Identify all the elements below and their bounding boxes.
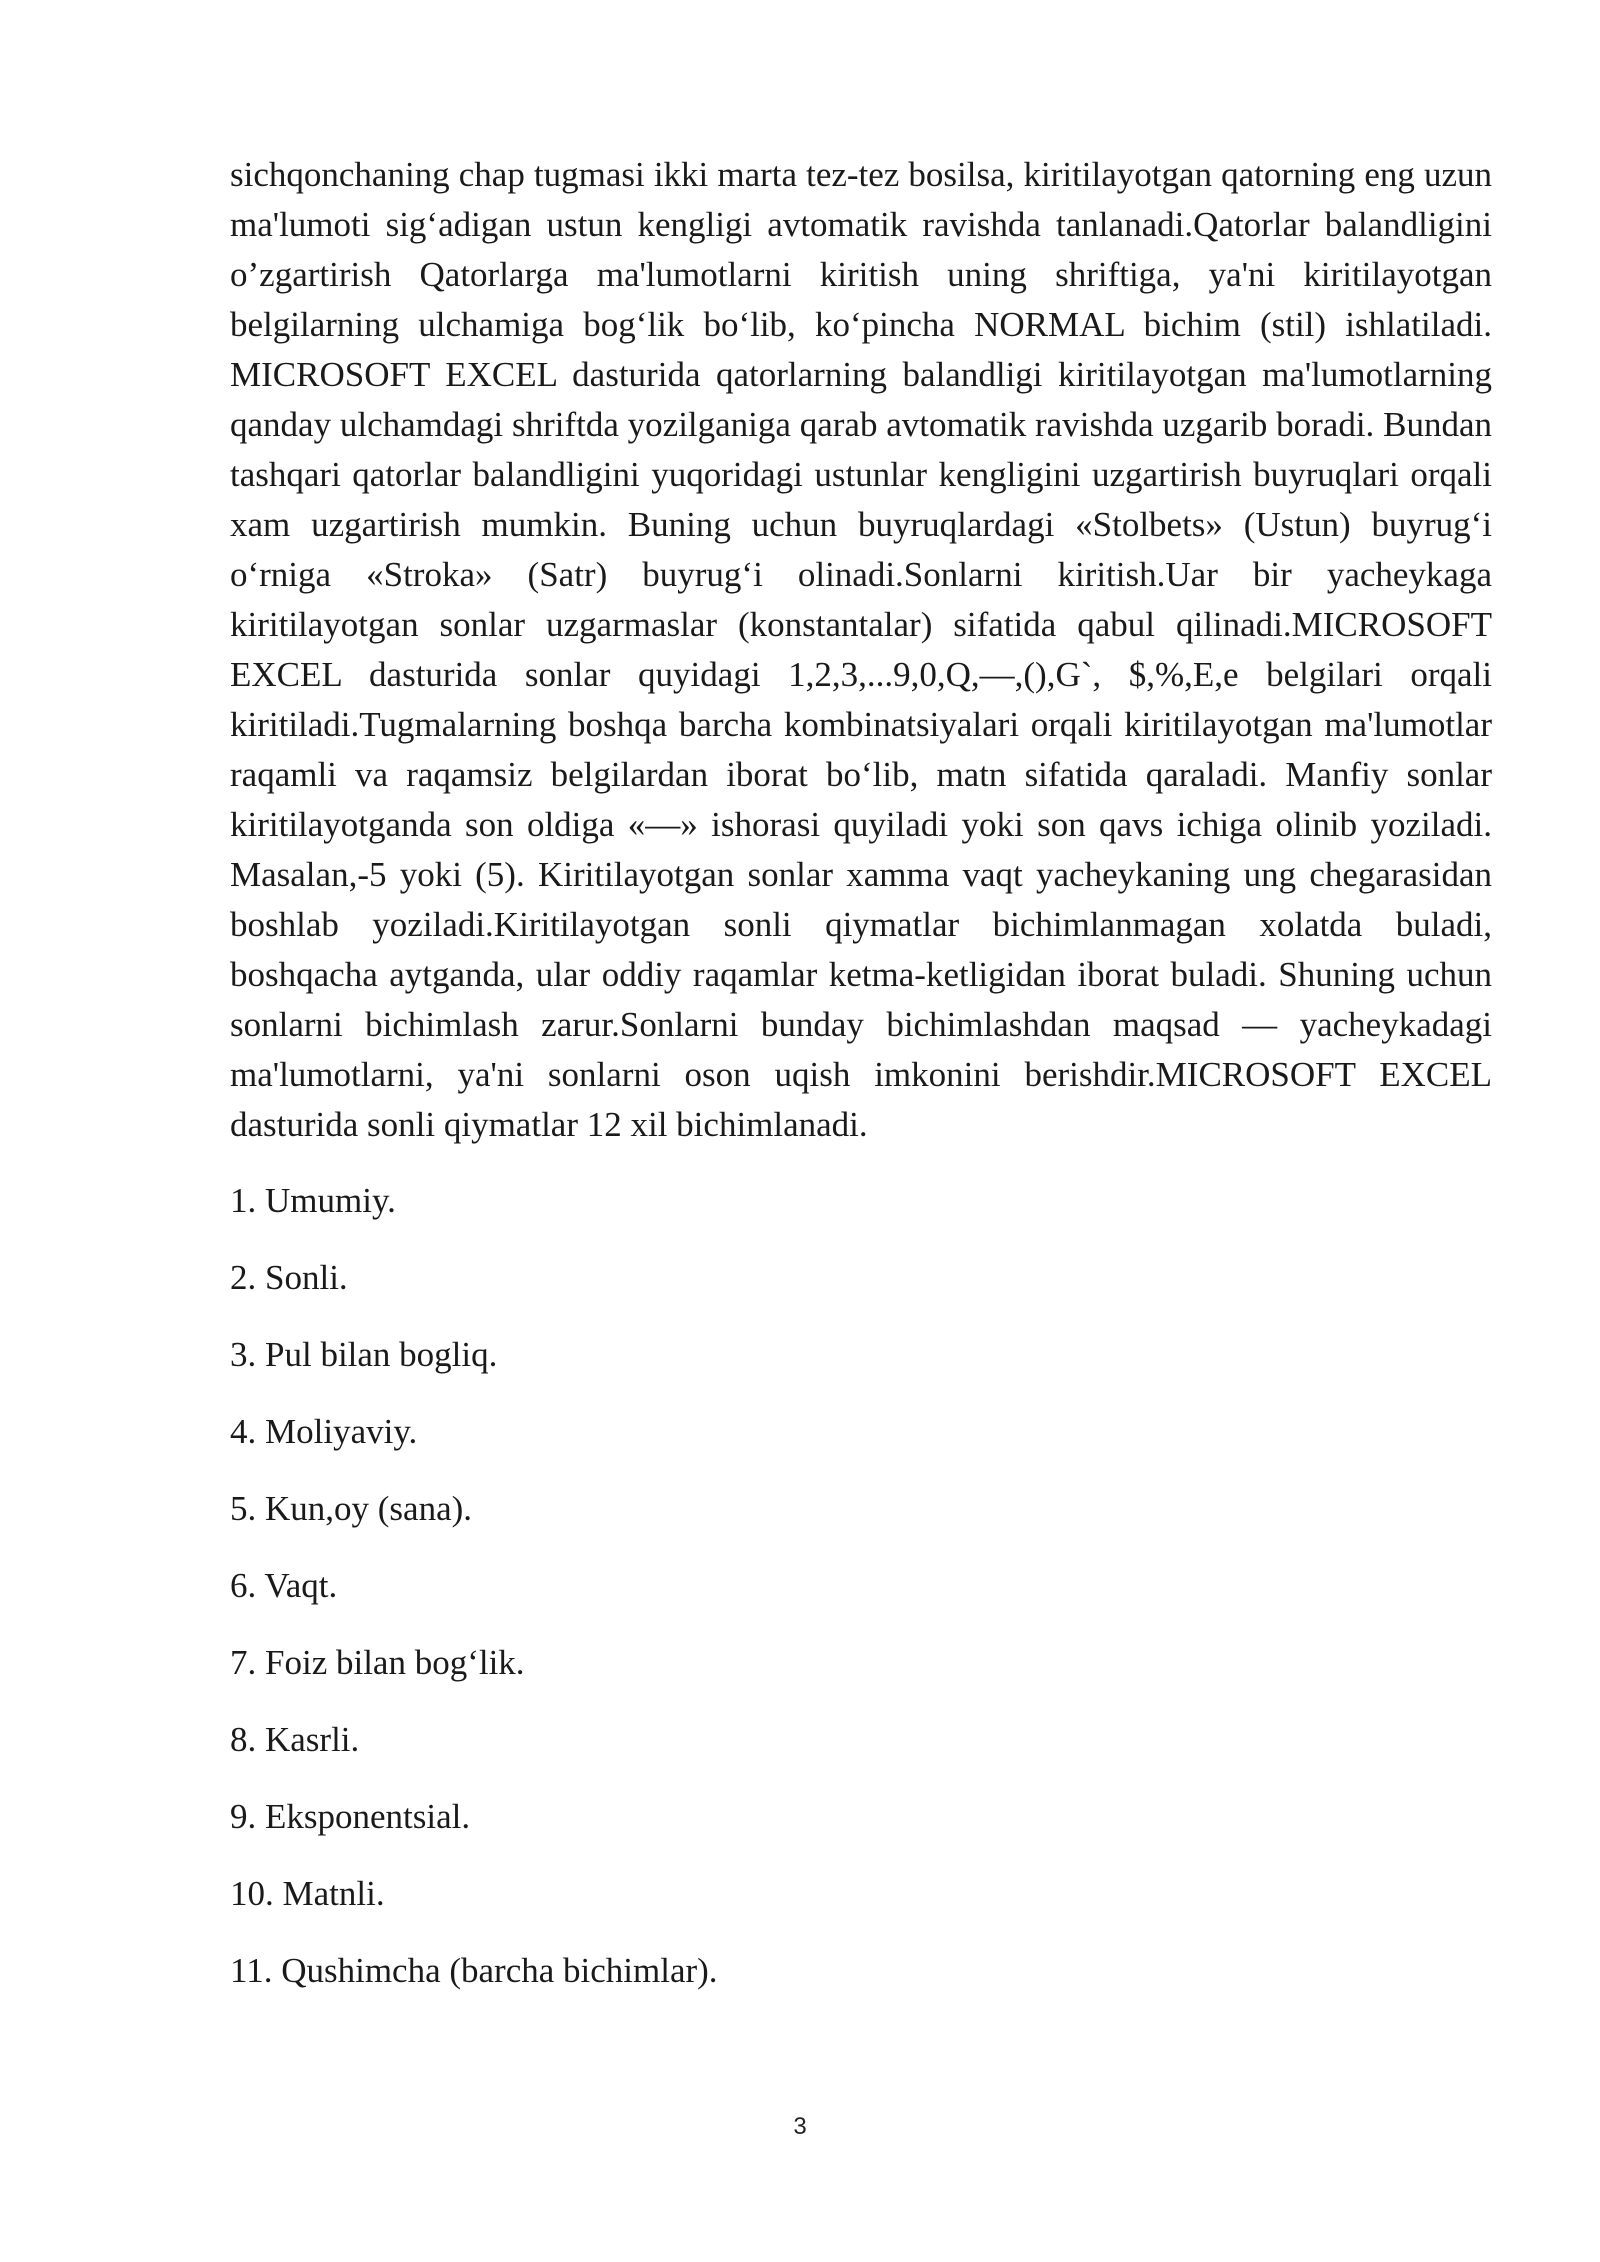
list-item: 8. Kasrli. [230, 1720, 360, 1759]
document-page [230, 150, 1492, 2023]
list-item: 3. Pul bilan bogliq. [230, 1335, 498, 1374]
list-item: 1. Umumiy. [230, 1181, 396, 1220]
page-number: 3 [793, 2113, 807, 2140]
list-item: 5. Kun,oy (sana). [230, 1489, 473, 1528]
list-item: 11. Qushimcha (barcha bichimlar). [230, 1951, 718, 1990]
body-paragraph: sichqonchaning chap tugmasi ikki marta tez-tez bosilsa, kiritilayotgan qatorning eng uzun ma'lumoti sig‘adigan ustun kengligi avtomatik ravishda tanlanadi.Qatorlar balandligini o’zgartirish Qatorlarga ma'lumotlarni kiritish uning shriftiga, ya'ni kiritilayotgan belgilarning ulchamiga bog‘lik bo‘lib, ko‘pincha NORMAL bichim (stil) ishlatiladi. MICROSOFT EXCEL dasturida qatorlarning balandligi kiritilayotgan ma'lumotlarning qanday ulchamdagi shriftda yozilganiga qarab avtomatik ravishda uzgarib boradi. Bundan tashqari qatorlar balandligini yuqoridagi ustunlar kengligini uzgartirish buyruqlari orqali xam uzgartirish mumkin. Buning uchun buyruqlardagi «Stolbets» (Ustun) buyrug‘i o‘rniga «Stroka» (Satr) buyrug‘i olinadi.Sonlarni kiritish.Uar bir yacheykaga kiritilayotgan sonlar uzgarmaslar (konstantalar) sifatida qabul qilinadi.MICROSOFT EXCEL dasturida sonlar quyidagi 1,2,3,...9,0,Q,—,(),G`, $,%,E,e belgilari orqali kiritiladi.Tugmalarning boshqa barcha kombinatsiyalari orqali kiritilayotgan ma'lumotlar raqamli va raqamsiz belgilardan iborat bo‘lib, matn sifatida qaraladi. Manfiy sonlar kiritilayotganda son oldiga «—» ishorasi quyiladi yoki son qavs ichiga olinib yoziladi. Masalan,-5 yoki (5). Kiritilayotgan sonlar xamma vaqt yacheykaning ung chegarasidan boshlab yoziladi.Kiritilayotgan sonli qiymatlar bichimlanmagan xolatda buladi, boshqacha aytganda, ular oddiy raqamlar ketma-ketligidan iborat buladi. Shuning uchun sonlarni bichimlash zarur.Sonlarni bunday bichimlashdan maqsad — yacheykadagi ma'lumotlarni, ya'ni sonlarni oson uqish imkonini berishdir.MICROSOFT EXCEL dasturida sonli qiymatlar 12 xil bichimlanadi. [230, 155, 1492, 1144]
list-item: 7. Foiz bilan bog‘lik. [230, 1643, 525, 1682]
list-item: 4. Moliyaviy. [230, 1412, 418, 1451]
format-list [230, 1176, 1492, 1996]
list-item: 9. Eksponentsial. [230, 1797, 471, 1836]
list-item: 6. Vaqt. [230, 1566, 338, 1605]
list-item: 2. Sonli. [230, 1258, 348, 1297]
list-item: 10. Matnli. [230, 1874, 385, 1913]
